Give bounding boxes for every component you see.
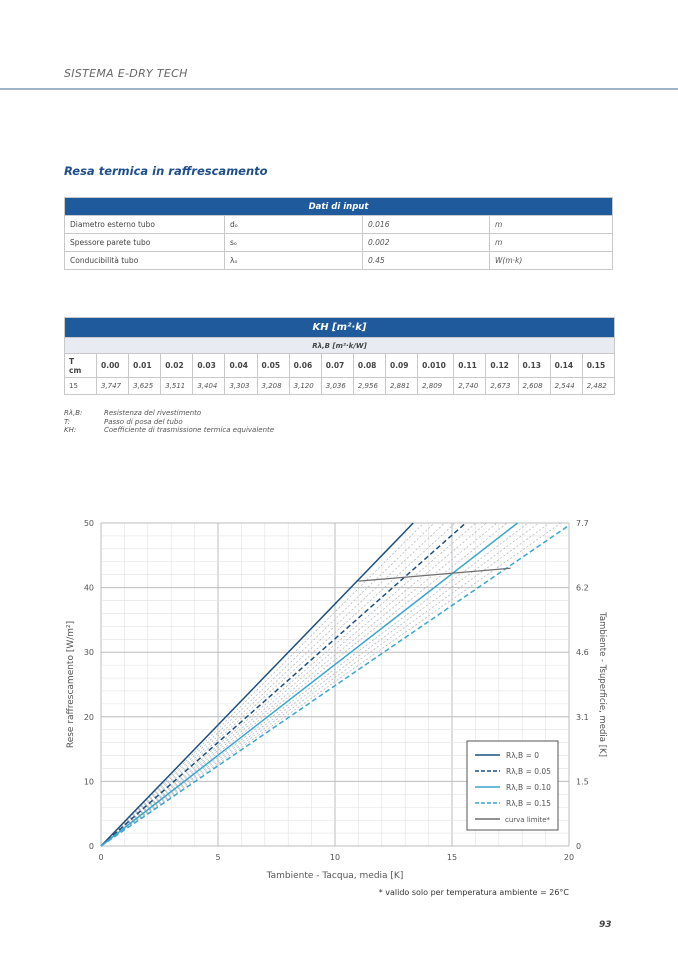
input-unit: m (490, 234, 613, 252)
k-value-cell: 3,208 (257, 378, 289, 395)
note-key: KH: (64, 426, 77, 434)
x-axis-label: Tambiente - Tacqua, media [K] (266, 871, 404, 881)
intermediate-series-line (101, 523, 455, 846)
input-value: 0.016 (363, 216, 490, 234)
input-table-row (65, 216, 613, 234)
y2-tick-label: 0 (576, 842, 582, 851)
r-value-cell: 0.05 (257, 354, 289, 378)
r-value-cell: 0.01 (129, 354, 161, 378)
section-title: Resa termica in raffrescamento (64, 164, 268, 178)
page-number: 93 (599, 920, 612, 930)
legend-label: Rλ,B = 0 (506, 751, 540, 760)
r-value-cell: 0.11 (454, 354, 486, 378)
r-value-cell: 0.010 (418, 354, 454, 378)
k-value-cell: 3,625 (129, 378, 161, 395)
input-table-row (65, 234, 613, 252)
note-text: Resistenza del rivestimento (104, 409, 202, 417)
input-value: 0.45 (363, 252, 490, 270)
input-table-row (65, 252, 613, 270)
r-value-cell: 0.08 (353, 354, 385, 378)
input-value: 0.002 (363, 234, 490, 252)
input-table-caption: Dati di input (65, 198, 613, 216)
note-text: Coefficiente di trasmissione termica equivalente (104, 426, 275, 434)
kh-table-subcaption: Rλ,B [m²·k/W] (65, 338, 615, 354)
k-value-cell: 3,511 (161, 378, 193, 395)
k-value-cell: 3,303 (225, 378, 257, 395)
k-value-cell: 3,404 (193, 378, 225, 395)
y-tick-label: 0 (88, 842, 94, 851)
x-tick-label: 20 (563, 853, 575, 862)
intermediate-series-line (101, 523, 507, 846)
header-divider (0, 88, 678, 90)
k-value-cell: 2,740 (454, 378, 486, 395)
y-tick-label: 40 (83, 583, 94, 593)
note-key: Rλ,B: (64, 409, 83, 417)
input-label: Diametro esterno tubo (65, 216, 225, 234)
k-value-cell: 3,120 (289, 378, 321, 395)
running-header: SISTEMA E-DRY TECH (64, 67, 188, 80)
input-data-table (64, 197, 613, 270)
r-value-cell: 0.02 (161, 354, 193, 378)
note-line (64, 409, 274, 418)
intermediate-series-line (101, 523, 424, 846)
k-value-cell: 2,544 (550, 378, 582, 395)
y-axis-label: Rese raffrescamento [W/m²] (66, 620, 76, 749)
series-line (101, 523, 466, 846)
kh-table (64, 317, 615, 395)
input-unit: m (490, 216, 613, 234)
y-tick-label: 50 (83, 519, 94, 528)
input-symbol: λₒ (225, 252, 363, 270)
k-value-cell: 2,608 (518, 378, 550, 395)
k-value-cell: 2,482 (582, 378, 614, 395)
r-value-cell: 0.15 (582, 354, 614, 378)
chart-footnote: * valido solo per temperatura ambiente = 26°C (378, 888, 569, 897)
r-value-cell: 0.06 (289, 354, 321, 378)
input-symbol: dₒ (225, 216, 363, 234)
y-tick-label: 20 (83, 712, 94, 722)
k-value-cell: 3,747 (97, 378, 129, 395)
intermediate-series-line (101, 523, 445, 846)
k-value-cell: 2,809 (418, 378, 454, 395)
note-key: T: (64, 417, 70, 426)
x-tick-label: 5 (215, 853, 221, 862)
r-value-cell: 0.09 (385, 354, 417, 378)
y2-tick-label: 4.6 (576, 648, 589, 658)
intermediate-series-line (101, 523, 497, 846)
note-text: Passo di posa del tubo (104, 417, 183, 426)
r-value-cell: 0.14 (550, 354, 582, 378)
y2-tick-label: 6.2 (576, 583, 589, 593)
r-value-cell: 0.03 (193, 354, 225, 378)
r-value-cell: 0.04 (225, 354, 257, 378)
input-label: Conducibilità tubo (65, 252, 225, 270)
t-header: T cm (65, 354, 97, 378)
legend-label: Rλ,B = 0.10 (506, 783, 551, 792)
r-value-cell: 0.12 (486, 354, 518, 378)
table-notes (64, 409, 274, 435)
kh-table-caption: KH [m²·k] (65, 318, 615, 338)
legend-label: Rλ,B = 0.15 (506, 799, 551, 808)
intermediate-series-line (101, 523, 434, 846)
x-tick-label: 10 (329, 853, 341, 862)
y-tick-label: 10 (83, 777, 94, 787)
k-value-cell: 2,673 (486, 378, 518, 395)
legend-label-limit: curva limite* (505, 816, 551, 824)
r-value-cell: 0.00 (97, 354, 129, 378)
series-line (101, 523, 518, 846)
legend-label: Rλ,B = 0.05 (506, 767, 551, 776)
y2-tick-label: 3.1 (576, 712, 589, 722)
note-line (64, 426, 274, 435)
y2-tick-label: 7.7 (576, 519, 589, 528)
r-value-cell: 0.13 (518, 354, 550, 378)
r-value-cell: 0.07 (321, 354, 353, 378)
y-tick-label: 30 (83, 648, 94, 658)
y2-axis-label: Tambiente - Tsuperficie, media [K] (597, 612, 607, 757)
input-unit: W(m·k) (490, 252, 613, 270)
note-line (64, 418, 274, 427)
x-tick-label: 0 (98, 853, 104, 862)
cooling-output-chart (0, 505, 678, 925)
k-value-cell: 2,956 (353, 378, 385, 395)
x-tick-label: 15 (446, 853, 458, 862)
t-value-cell: 15 (65, 378, 97, 395)
k-value-cell: 3,036 (321, 378, 353, 395)
input-label: Spessore parete tubo (65, 234, 225, 252)
input-symbol: sₒ (225, 234, 363, 252)
y2-tick-label: 1.5 (576, 777, 589, 787)
intermediate-series-line (101, 523, 528, 846)
k-value-cell: 2,881 (385, 378, 417, 395)
